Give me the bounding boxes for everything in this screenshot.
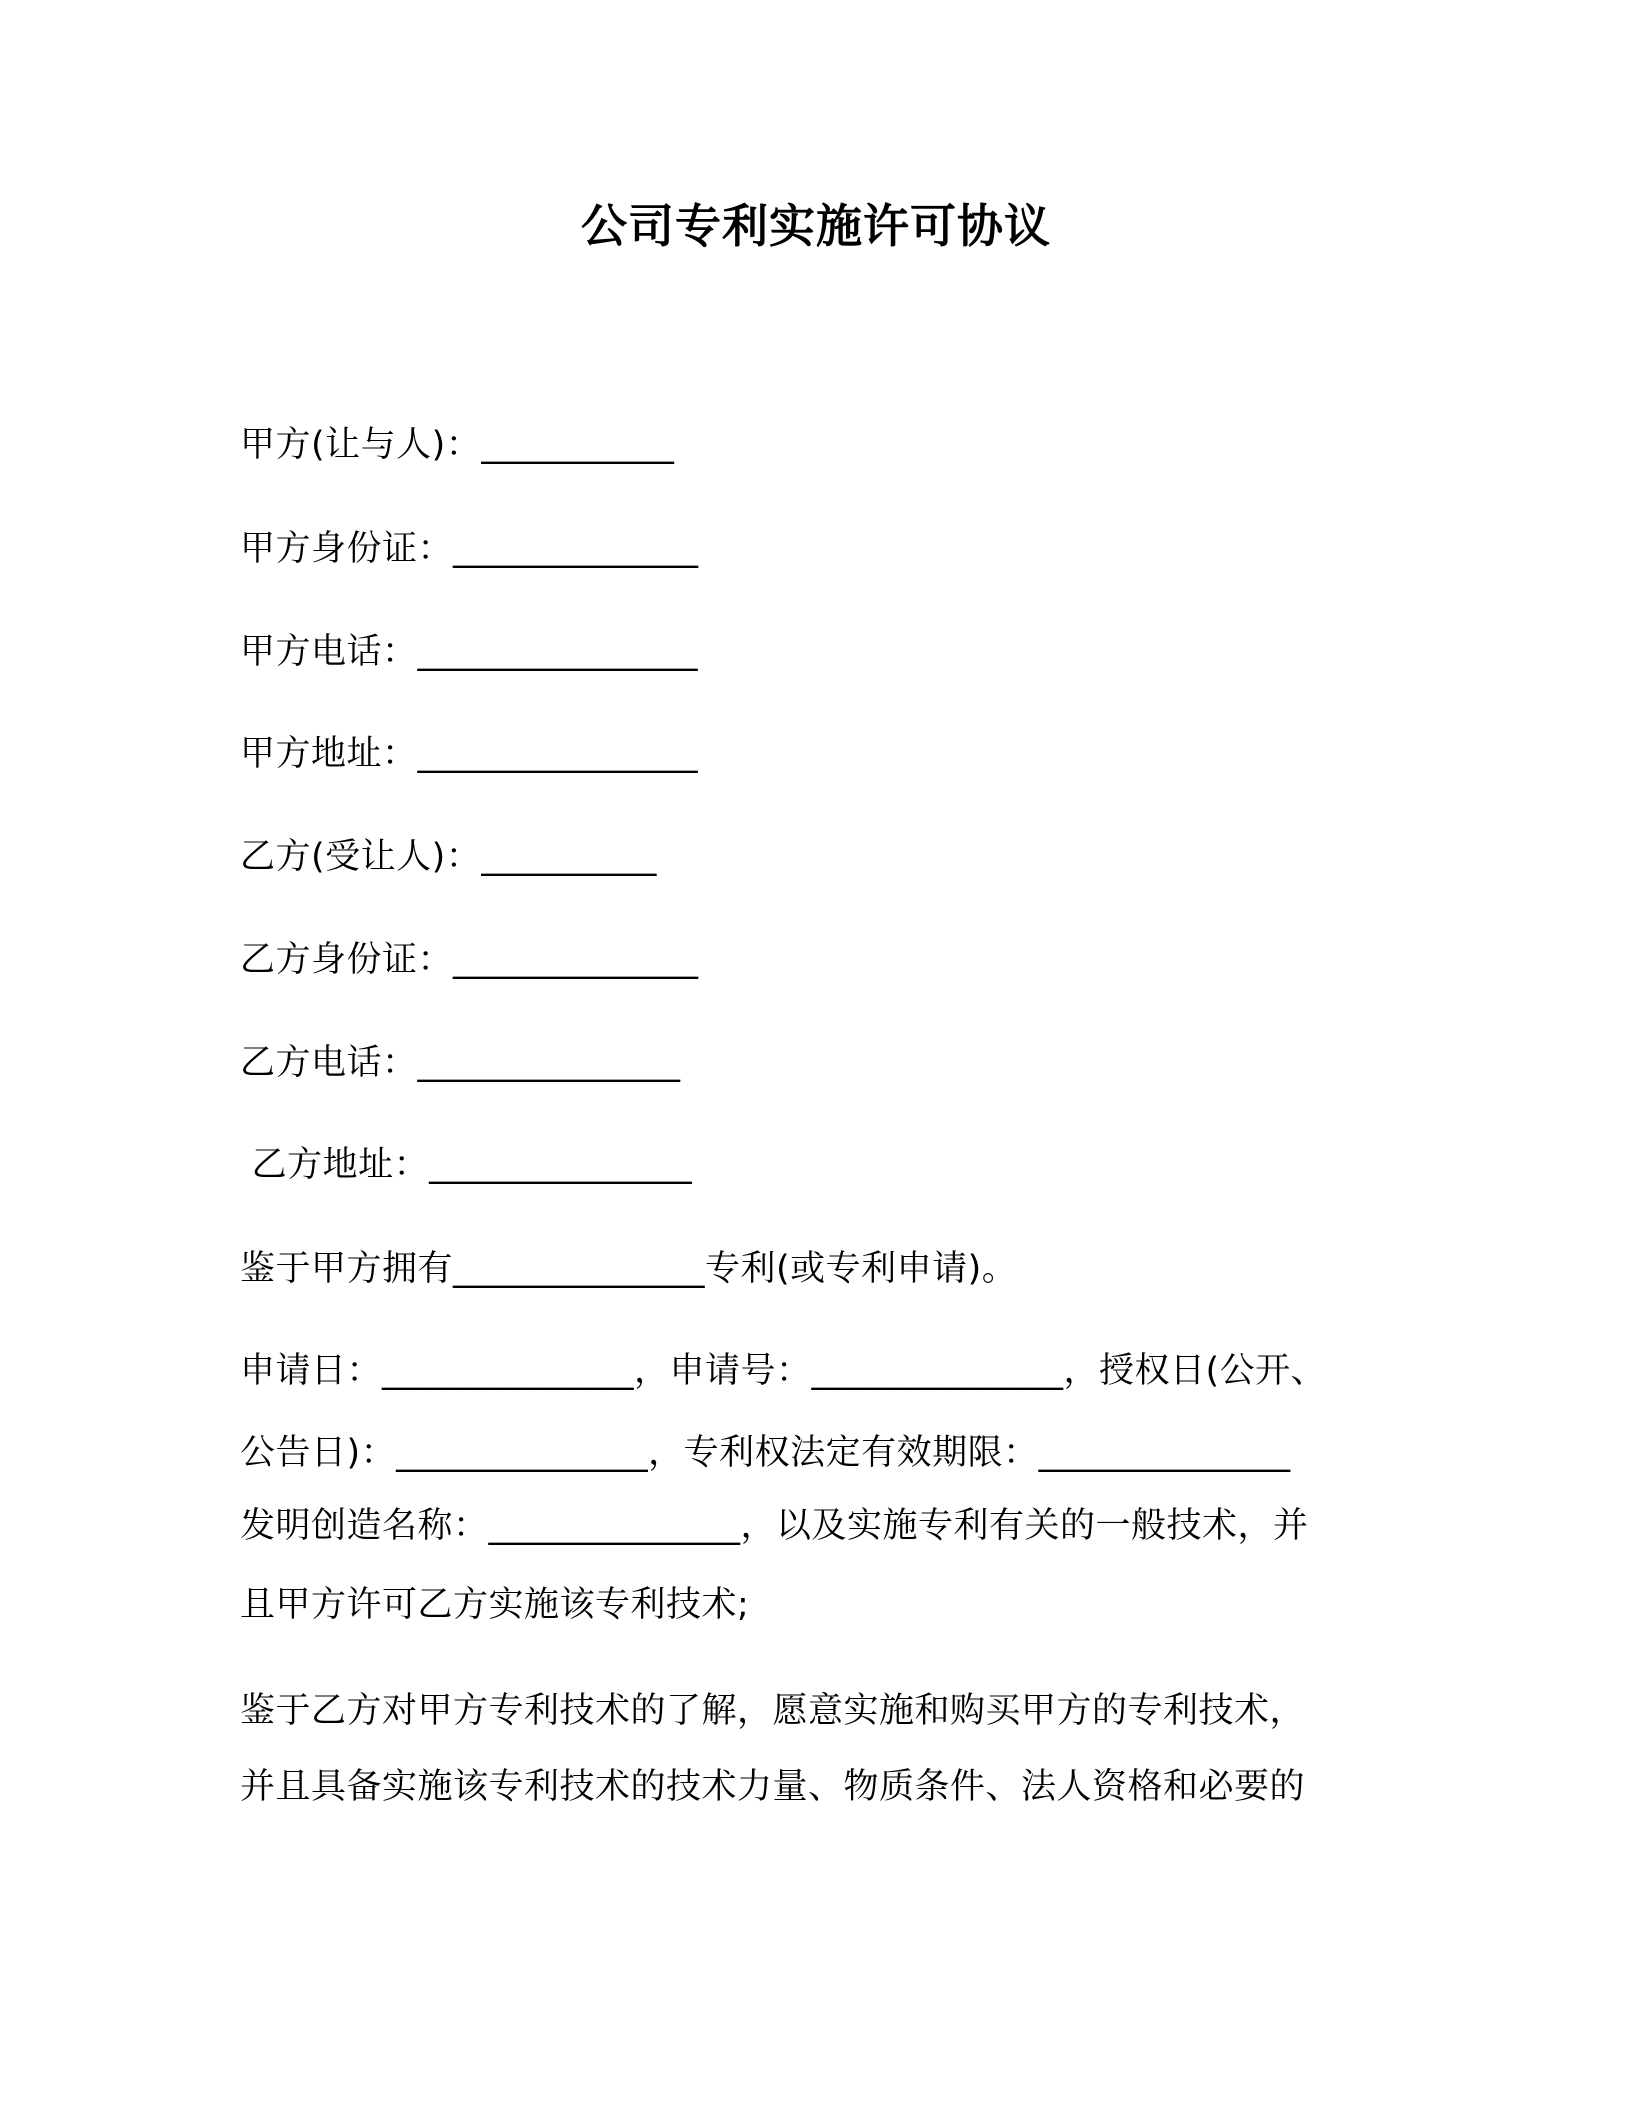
party-b-intent-line-2: 并且具备实施该专利技术的技术力量、物质条件、法人资格和必要的 xyxy=(240,1767,1306,1807)
party-b-address-field xyxy=(240,1142,692,1188)
invention-name-line-1: 发明创造名称：______________，以及实施专利有关的一般技术，并 xyxy=(240,1506,1309,1546)
party-a-name-label: 甲方(让与人)： xyxy=(240,425,482,465)
application-details-line-2: 公告日)：______________，专利权法定有效期限：______________ xyxy=(240,1433,1291,1473)
party-b-name-field xyxy=(240,834,656,880)
party-b-id-blank: ______________ xyxy=(453,940,699,980)
patent-ownership-line: 鉴于甲方拥有______________专利(或专利申请)。 xyxy=(240,1249,1018,1289)
party-b-name-blank: __________ xyxy=(481,837,657,877)
party-a-phone-field xyxy=(240,629,698,675)
party-b-phone-field xyxy=(240,1040,680,1086)
party-b-intent-line-1: 鉴于乙方对甲方专利技术的了解，愿意实施和购买甲方的专利技术， xyxy=(240,1691,1306,1731)
party-b-id-label: 乙方身份证： xyxy=(240,940,454,980)
party-a-address-blank: ________________ xyxy=(417,734,698,774)
party-b-id-field xyxy=(240,937,698,983)
party-a-phone-blank: ________________ xyxy=(417,632,698,672)
application-details-line-1: 申请日：______________，申请号：______________，授权日(公开、 xyxy=(240,1351,1327,1391)
invention-name-line-2: 且甲方许可乙方实施该专利技术; xyxy=(240,1585,750,1625)
party-a-address-label: 甲方地址： xyxy=(240,734,418,774)
party-b-name-label: 乙方(受让人)： xyxy=(240,837,482,877)
party-b-phone-blank: _______________ xyxy=(417,1043,681,1083)
party-a-id-field xyxy=(240,526,698,572)
party-b-address-label: 乙方地址： xyxy=(240,1145,430,1185)
party-b-address-blank: _______________ xyxy=(429,1145,692,1185)
document-title: 公司专利实施许可协议 xyxy=(581,199,1051,253)
party-b-phone-label: 乙方电话： xyxy=(240,1043,418,1083)
party-a-id-label: 甲方身份证： xyxy=(240,529,454,569)
party-a-name-blank: ___________ xyxy=(481,425,674,465)
party-a-address-field xyxy=(240,731,698,777)
party-a-id-blank: ______________ xyxy=(453,529,699,569)
party-a-name-field xyxy=(240,422,674,468)
party-a-phone-label: 甲方电话： xyxy=(240,632,418,672)
